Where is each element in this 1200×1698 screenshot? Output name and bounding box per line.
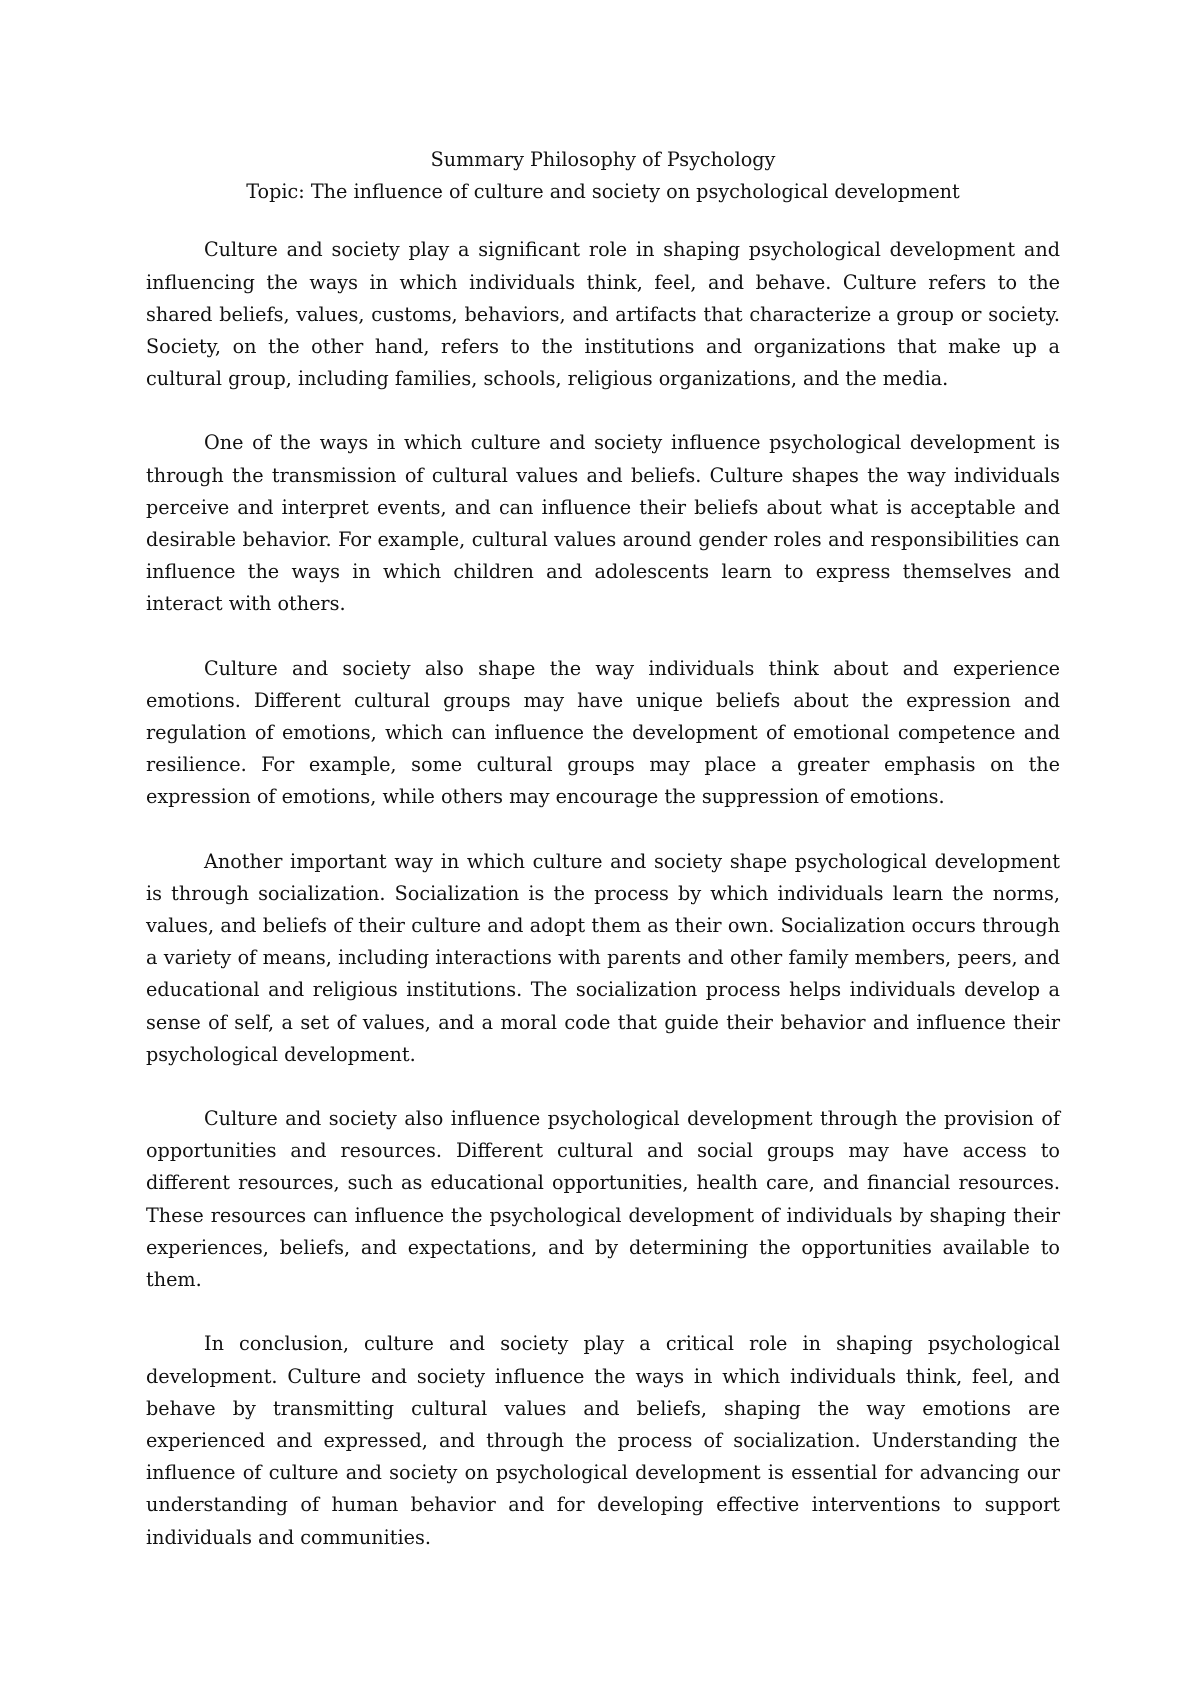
document-header: [146, 144, 1060, 208]
paragraph-4: Another important way in which culture and society shape psychological development is through socialization. Socialization is the process by which individuals learn the norms, values, and beliefs of their culture and adopt them as their own. Socialization occurs through a variety of means, including interactions with parents and other family members, peers, and educational and religious institutions. The socialization process helps individuals develop a sense of self, a set of values, and a moral code that guide their behavior and influence their psychological development.: [146, 849, 1060, 1066]
paragraph-5: Culture and society also influence psychological development through the provision of opportunities and resources. Different cultural and social groups may have access to different resources, such as educational opportunities, health care, and financial resources. These resources can influence the psychological development of individuals by shaping their experiences, beliefs, and expectations, and by determining the opportunities available to them.: [146, 1107, 1060, 1292]
paragraph-2: One of the ways in which culture and society influence psychological development is through the transmission of cultural values and beliefs. Culture shapes the way individuals perceive and interpret events, and can influence their beliefs about what is acceptable and desirable behavior. For example, cultural values around gender roles and responsibilities can influence the ways in which children and adolescents learn to express themselves and interact with others.: [146, 431, 1060, 616]
paragraph-3: Culture and society also shape the way individuals think about and experience emotions. Different cultural groups may have unique beliefs about the expression and regulation of emotions, which can influence the development of emotional competence and resilience. For example, some cultural groups may place a greater emphasis on the expression of emotions, while others may encourage the suppression of emotions.: [146, 656, 1060, 809]
paragraph-1: Culture and society play a significant role in shaping psychological development and influencing the ways in which individuals think, feel, and behave. Culture refers to the shared beliefs, values, customs, behaviors, and artifacts that characterize a group or society. Society, on the other hand, refers to the institutions and organizations that make up a cultural group, including families, schools, religious organizations, and the media.: [146, 238, 1060, 391]
document-body: [146, 144, 1060, 1586]
document-title: Summary Philosophy of Psychology: [430, 148, 776, 171]
paragraph-6: In conclusion, culture and society play a critical role in shaping psychological development. Culture and society influence the ways in which individuals think, feel, and behave by transmitting cultural values and beliefs, shaping the way emotions are experienced and expressed, and through the process of socialization. Understanding the influence of culture and society on psychological development is essential for advancing our understanding of human behavior and for developing effective interventions to support individuals and communities.: [146, 1332, 1060, 1549]
document-topic: Topic: The influence of culture and society on psychological development: [246, 180, 960, 204]
